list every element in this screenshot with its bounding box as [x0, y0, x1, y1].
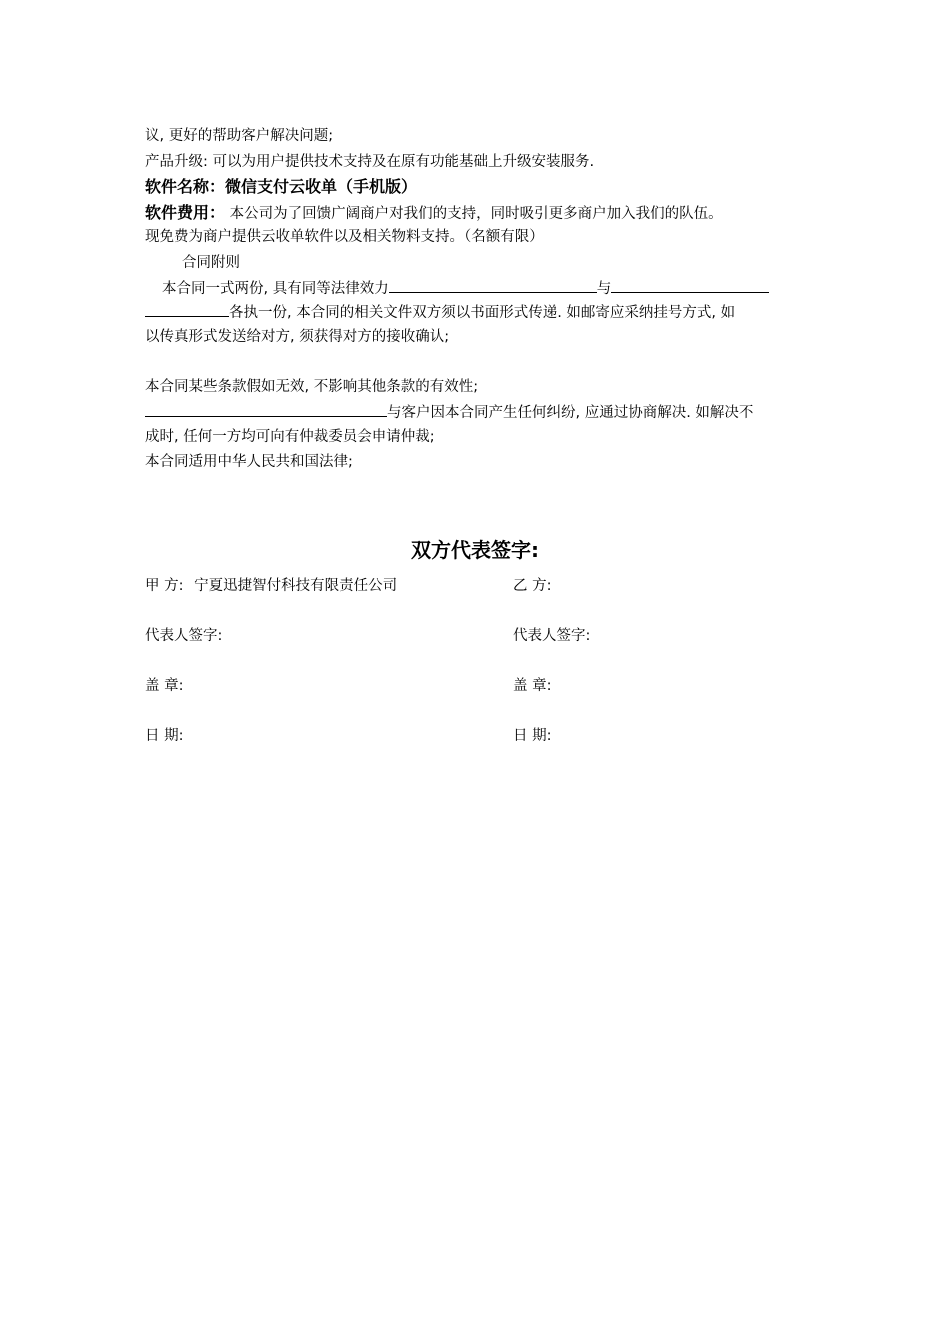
text-segment: 与客户因本合同产生任何纠纷, 应通过协商解决. 如解决不	[387, 405, 754, 421]
text-line: 现免费为商户提供云收单软件以及相关物料支持。（名额有限）	[145, 229, 544, 245]
party-a-label: 甲 方:	[145, 578, 184, 594]
text-segment: 各执一份, 本合同的相关文件双方须以书面形式传递. 如邮寄应采纳挂号方式, 如	[229, 305, 736, 321]
software-fee-text: 本公司为了回馈广阔商户对我们的支持，同时吸引更多商户加入我们的队伍。	[225, 206, 723, 222]
text-line	[162, 278, 769, 299]
software-fee-line	[145, 203, 723, 224]
seal-a: 盖 章:	[145, 678, 184, 694]
rep-sign-a: 代表人签字:	[145, 628, 223, 644]
text-segment: 本合同一式两份, 具有同等法律效力	[162, 281, 389, 297]
signature-title: 双方代表签字:	[411, 538, 539, 562]
rep-sign-b: 代表人签字:	[513, 628, 591, 644]
fill-blank	[389, 278, 597, 293]
fill-blank	[145, 402, 387, 417]
software-name-value: 微信支付云收单（手机版）	[225, 177, 418, 196]
party-a-value: 宁夏迅捷智付科技有限责任公司	[194, 578, 398, 594]
text-line: 本合同适用中华人民共和国法律;	[145, 454, 353, 470]
text-line: 本合同某些条款假如无效, 不影响其他条款的有效性;	[145, 379, 479, 395]
text-line: 产品升级: 可以为用户提供技术支持及在原有功能基础上升级安装服务.	[145, 154, 595, 170]
appendix-heading: 合同附则	[182, 255, 240, 271]
seal-b: 盖 章:	[513, 678, 552, 694]
software-name-line	[145, 177, 417, 197]
text-line: 成时, 任何一方均可向有仲裁委员会申请仲裁;	[145, 429, 435, 445]
party-b-label: 乙 方:	[513, 578, 552, 594]
date-b: 日 期:	[513, 728, 552, 744]
party-a-line	[145, 576, 397, 596]
software-name-label: 软件名称：	[145, 177, 226, 196]
fill-blank	[611, 278, 769, 293]
text-line	[145, 302, 735, 323]
text-line: 议, 更好的帮助客户解决问题;	[145, 128, 334, 144]
text-line: 以传真形式发送给对方, 须获得对方的接收确认;	[145, 329, 450, 345]
fill-blank	[145, 302, 229, 317]
text-line	[145, 402, 753, 423]
software-fee-label: 软件费用：	[145, 203, 226, 222]
date-a: 日 期:	[145, 728, 184, 744]
text-segment: 与	[596, 281, 612, 297]
